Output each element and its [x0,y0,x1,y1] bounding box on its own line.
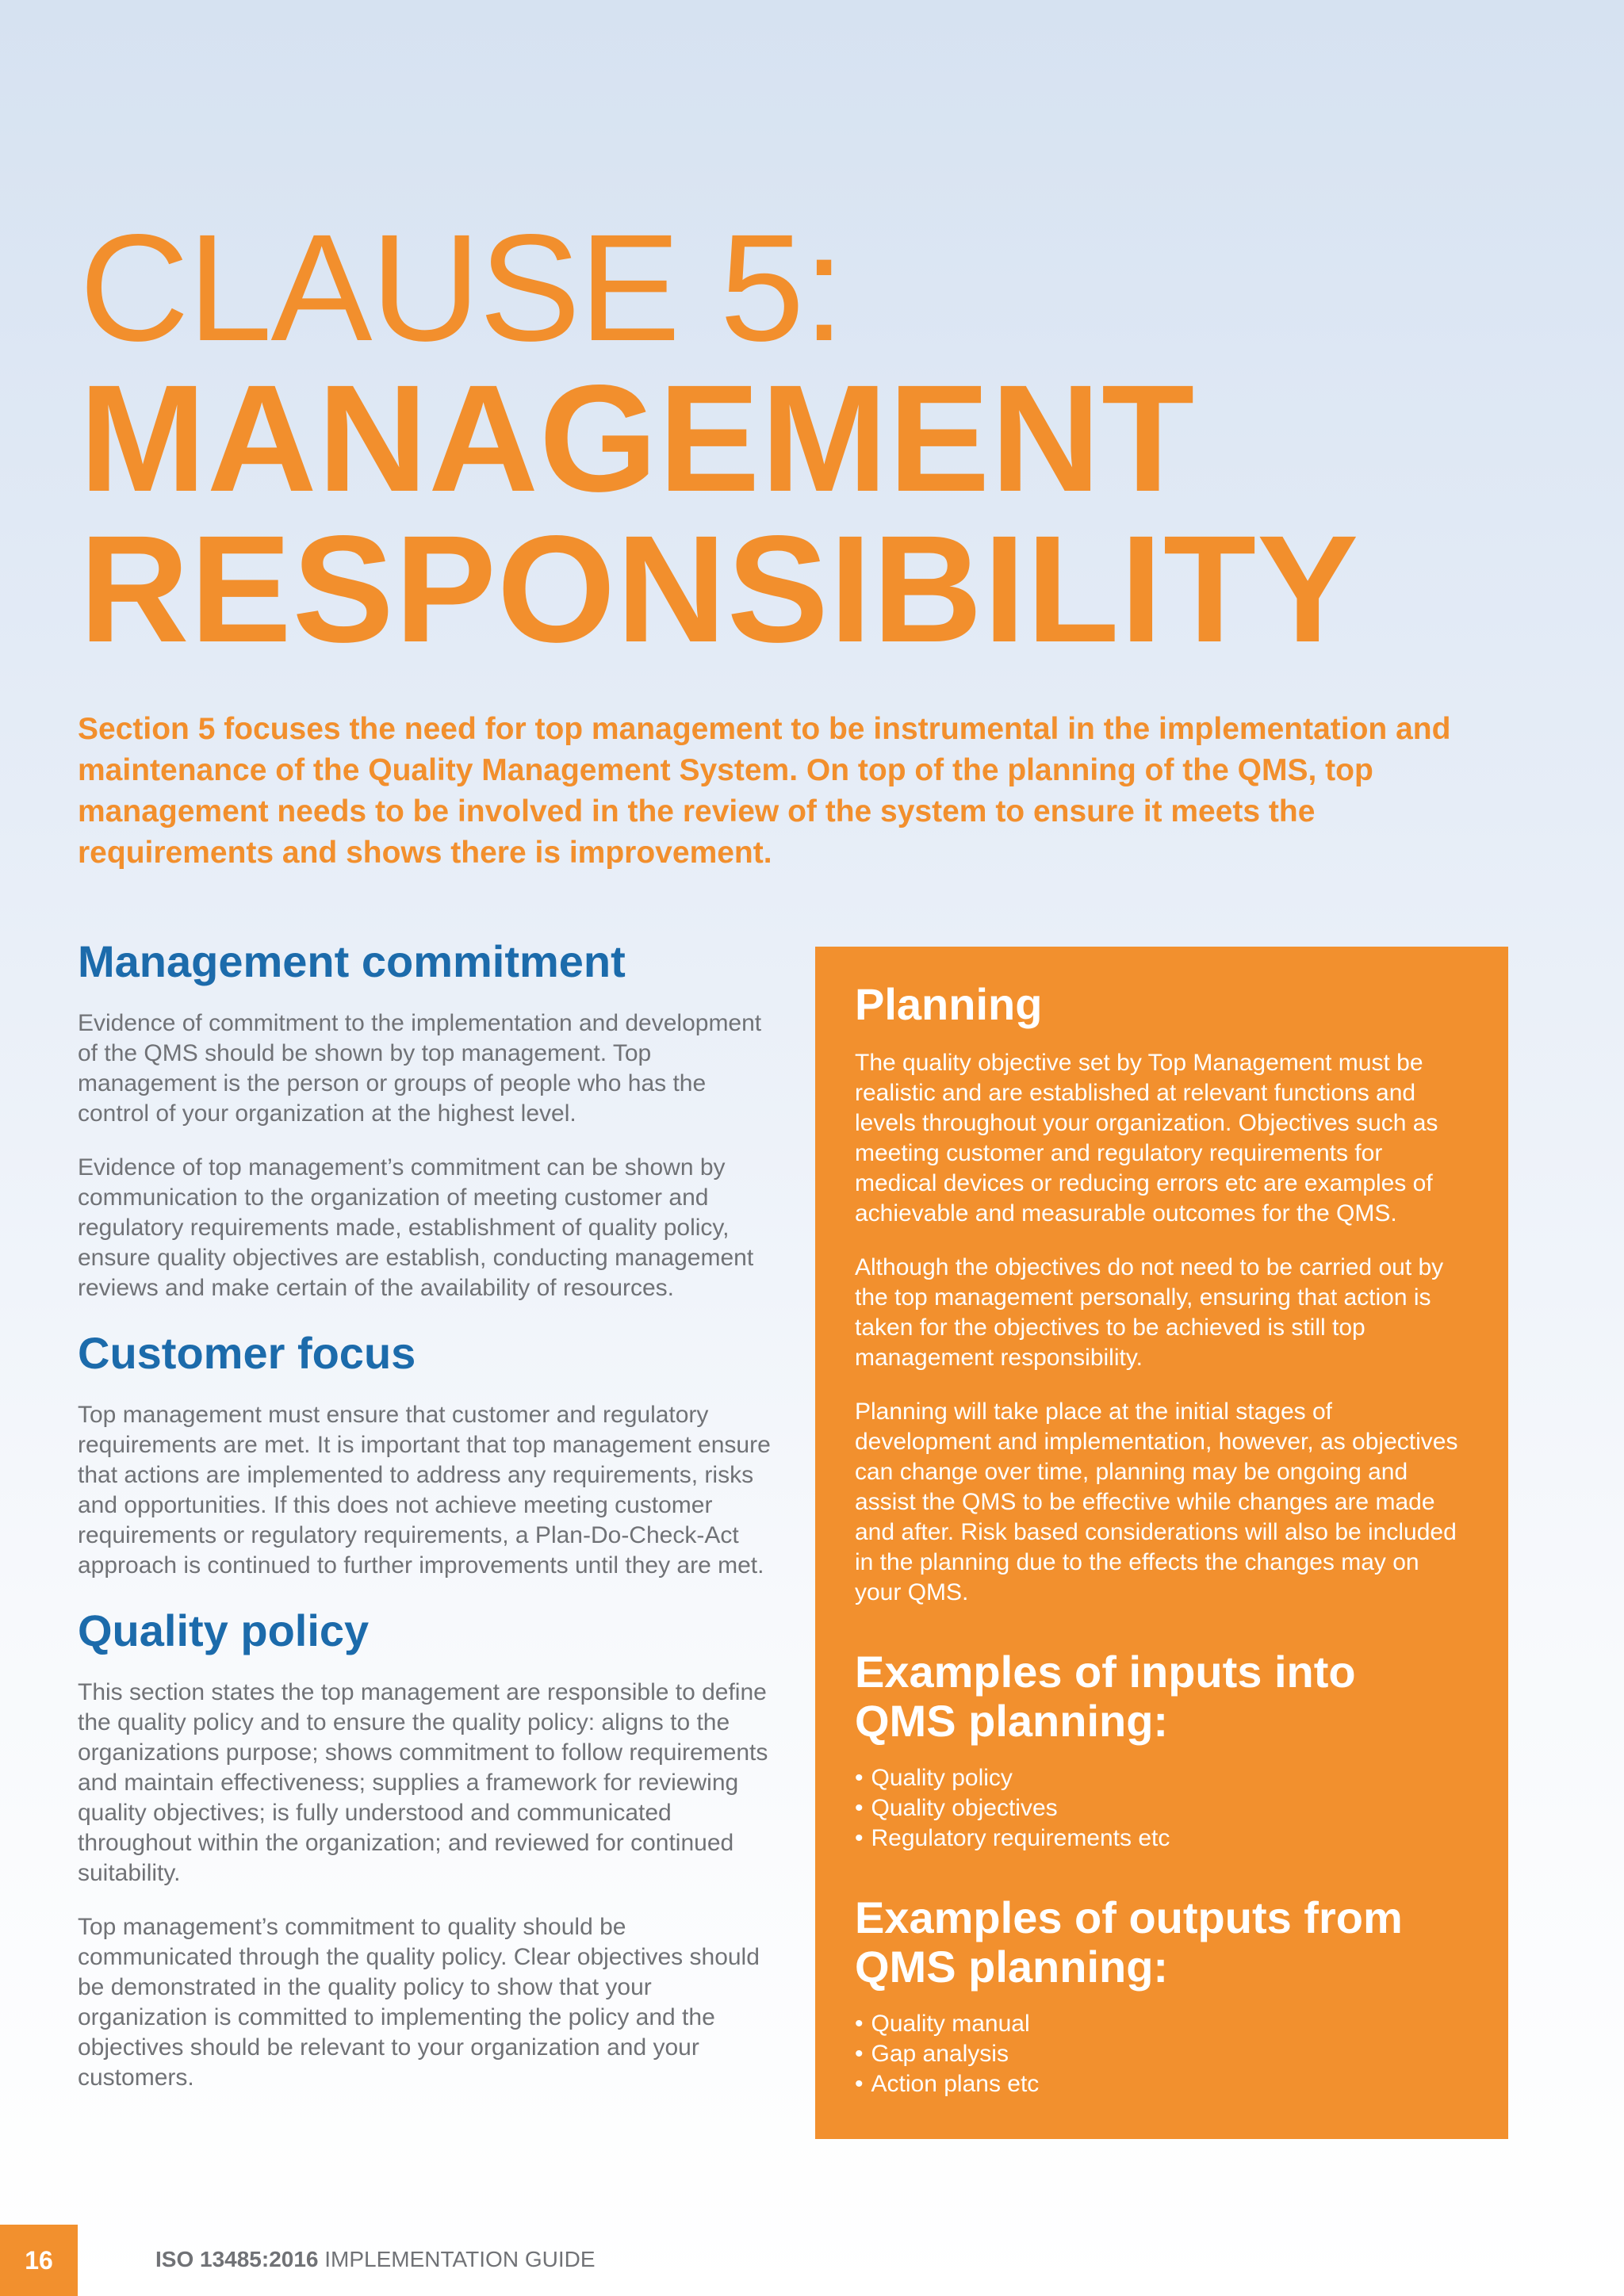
page-title [79,202,1360,674]
title-clause: CLAUSE 5: [79,202,844,373]
paragraph: The quality objective set by Top Management must be realistic and are established at relevant functions and levels throughout your organization. Objectives such as meeting customer and regulatory requirements for medical devices or reducing errors etc are examples of achievable and measurable outcomes for the QMS. [855,1050,1438,1226]
paragraph: This section states the top management are responsible to define the quality policy and to ensure the quality policy: aligns to the organizations purpose; shows commitment to follow requirements and maintain effectiveness; supplies a framework for reviewing quality objectives; is fully understood and communicated throughout within the organization; and reviewed for continued suitability. [78,1679,768,1886]
inputs-heading: Examples of inputs into QMS planning: [855,1647,1356,1746]
paragraph: Planning will take place at the initial stages of development and implementation, however, as objectives can change over time, planning may be ongoing and assist the QMS to be effective while changes are made and after. Risk based considerations will also be included in the planning due to the effects the changes may on your QMS. [855,1399,1458,1605]
section-quality-policy [78,1605,776,2093]
footer-doc-title [155,2247,596,2272]
paragraph: Evidence of top management’s commitment can be shown by communication to the organization of meeting customer and regulatory requirements made, establishment of quality policy, ensure quality objectives are establish, conducting management reviews and make certain of the availability of resources. [78,1154,754,1301]
outputs-list [855,2009,1469,2099]
paragraph: Evidence of commitment to the implementation and development of the QMS should be shown by top management. Top management is the person or groups of people who has the control of your organization at the highest level. [78,1010,762,1127]
left-column [78,936,776,2117]
page-footer [0,2225,1624,2296]
paragraph: Top management must ensure that customer and regulatory requirements are met. It is important that top management ensure that actions are implemented to address any requirements, risks and opportunities. If this does not achieve meeting customer requirements or regulatory requirements, a Plan-Do-Check-Act approach is continued to further improvements until they are met. [78,1402,771,1578]
section-heading: Management commitment [78,936,626,986]
title-responsibility: RESPONSIBILITY [79,503,1360,674]
footer-doc-name: IMPLEMENTATION GUIDE [318,2247,596,2271]
list-item: • Quality policy [855,1763,1469,1793]
list-item: • Quality objectives [855,1793,1469,1823]
section-heading: Customer focus [78,1328,416,1378]
list-item: • Action plans etc [855,2069,1469,2099]
planning-box [815,947,1508,2139]
list-item: • Quality manual [855,2009,1469,2039]
footer-doc-code: ISO 13485:2016 [155,2247,319,2271]
page-number: 16 [0,2225,78,2296]
section-management-commitment [78,936,776,1303]
list-item: • Gap analysis [855,2039,1469,2069]
paragraph: Although the objectives do not need to be carried out by the top management personally, ensuring that action is taken for the objectives to be achieved is still top management responsibility. [855,1254,1444,1371]
section-heading: Quality policy [78,1605,370,1655]
title-management: MANAGEMENT [79,353,1196,523]
planning-heading: Planning [855,979,1043,1029]
paragraph: Top management’s commitment to quality should be communicated through the quality policy. Clear objectives should be demonstrated in the quality policy to show that your organization is committed to implementing the policy and the objectives should be relevant to your organization and your customers. [78,1914,760,2091]
intro-paragraph: Section 5 focuses the need for top management to be instrumental in the implementation and maintenance of the Quality Management System. On top of the planning of the QMS, top management needs to be involved in the review of the system to ensure it meets the requirements and shows there is improvement. [78,712,1451,870]
list-item: • Regulatory requirements etc [855,1823,1469,1854]
outputs-heading: Examples of outputs from QMS planning: [855,1892,1403,1992]
section-customer-focus [78,1327,776,1581]
inputs-list [855,1763,1469,1854]
